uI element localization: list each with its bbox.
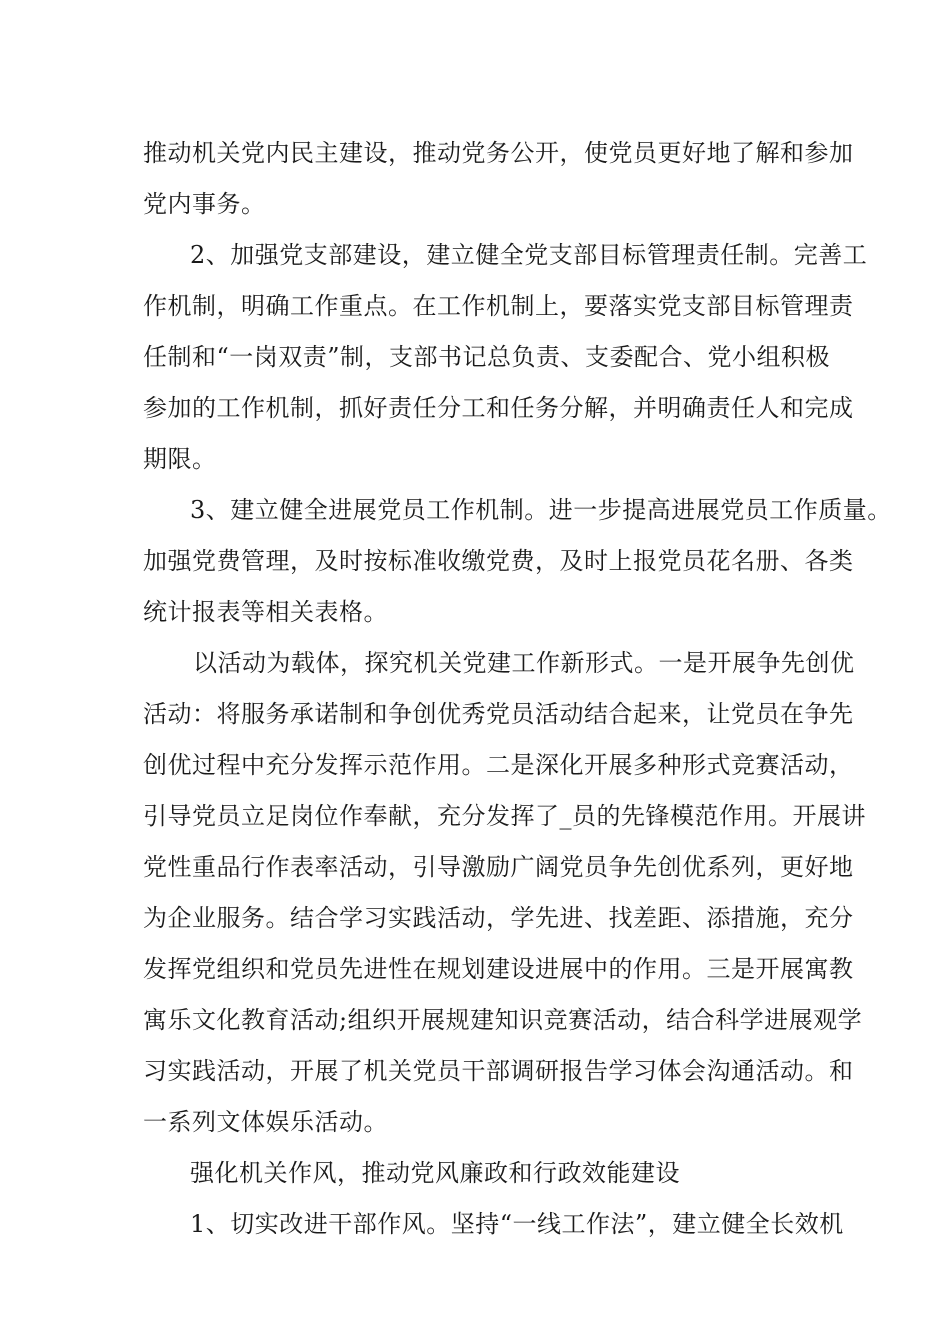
text-line: 创优过程中充分发挥示范作用。二是深化开展多种形式竞赛活动，	[143, 751, 854, 779]
text-line: 推动机关党内民主建设，推动党务公开，使党员更好地了解和参加	[143, 139, 854, 167]
section-heading: 强化机关作风，推动党风廉政和行政效能建设	[190, 1159, 680, 1187]
text-line: 参加的工作机制，抓好责任分工和任务分解，并明确责任人和完成	[143, 394, 854, 422]
text-line: 任制和“一岗双责”制，支部书记总负责、支委配合、党小组积极	[143, 343, 831, 371]
text-line: 发挥党组织和党员先进性在规划建设进展中的作用。三是开展寓教	[143, 955, 854, 983]
text-line: 加强党费管理，及时按标准收缴党费，及时上报党员花名册、各类	[143, 547, 854, 575]
text-line: 引导党员立足岗位作奉献，充分发挥了_员的先锋模范作用。开展讲	[143, 802, 866, 830]
text-line: 1、切实改进干部作风。坚持“一线工作法”，建立健全长效机	[190, 1210, 844, 1238]
text-line: 期限。	[143, 445, 217, 473]
text-line: 党性重品行作表率活动，引导激励广阔党员争先创优系列，更好地	[143, 853, 854, 881]
text-line: 寓乐文化教育活动;组织开展规建知识竞赛活动，结合科学进展观学	[143, 1006, 863, 1034]
text-line: 作机制，明确工作重点。在工作机制上，要落实党支部目标管理责	[143, 292, 854, 320]
text-line: 为企业服务。结合学习实践活动，学先进、找差距、添措施，充分	[143, 904, 854, 932]
text-line: 活动：将服务承诺制和争创优秀党员活动结合起来，让党员在争先	[143, 700, 854, 728]
text-line: 以活动为载体，探究机关党建工作新形式。一是开展争先创优	[193, 649, 855, 677]
text-line: 统计报表等相关表格。	[143, 598, 388, 626]
text-line: 习实践活动，开展了机关党员干部调研报告学习体会沟通活动。和	[143, 1057, 854, 1085]
text-line: 2、加强党支部建设，建立健全党支部目标管理责任制。完善工	[190, 241, 868, 269]
text-line: 党内事务。	[143, 190, 266, 218]
text-line: 一系列文体娱乐活动。	[143, 1108, 388, 1136]
text-line: 3、建立健全进展党员工作机制。进一步提高进展党员工作质量。	[190, 496, 892, 524]
